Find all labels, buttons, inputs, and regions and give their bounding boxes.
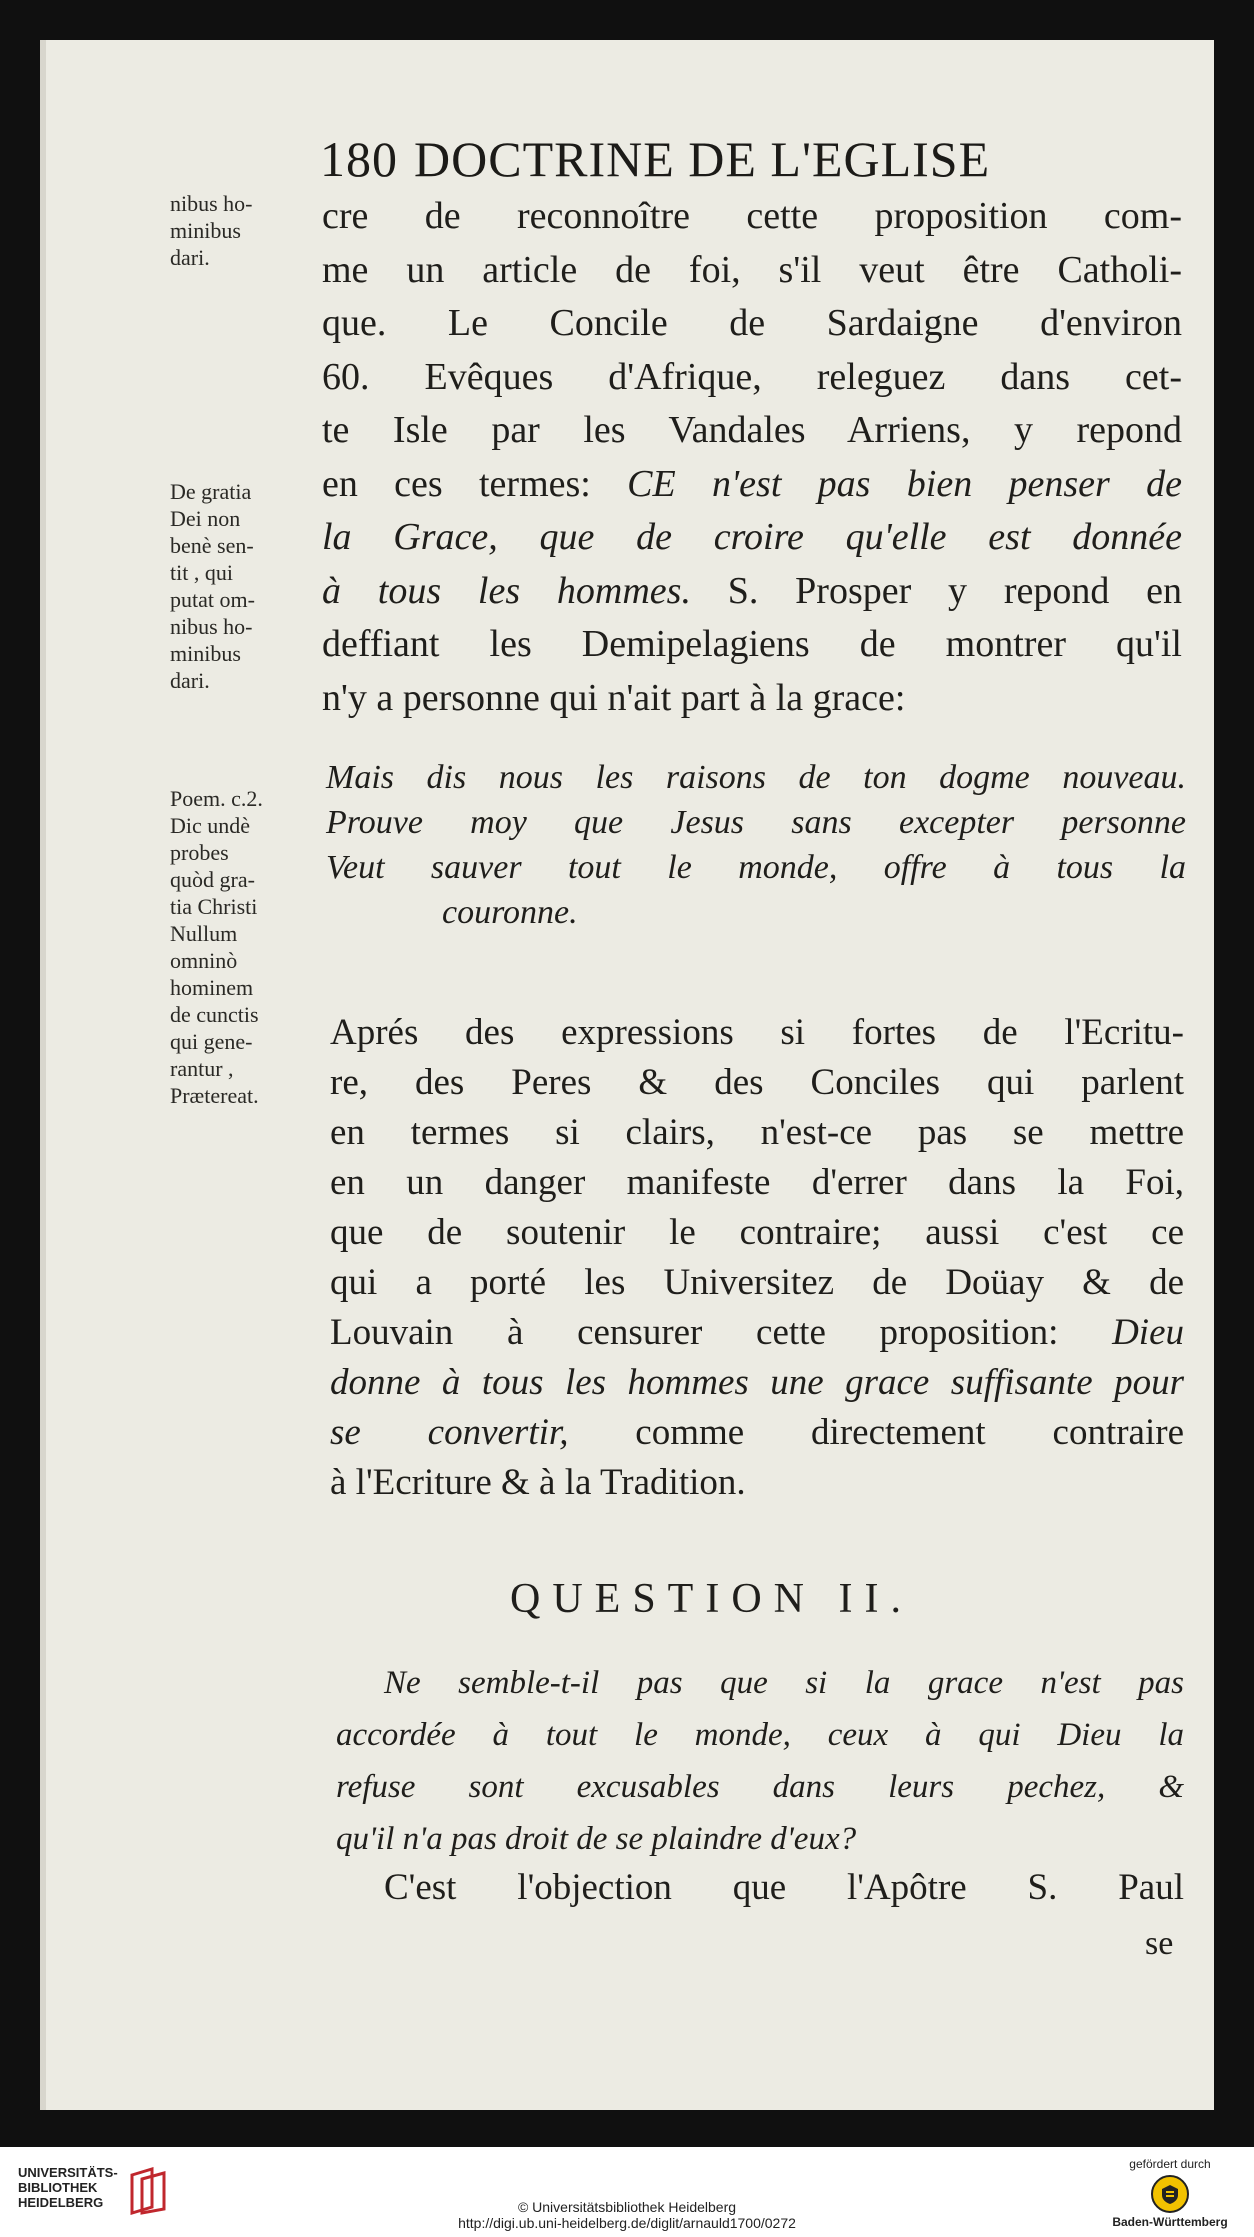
text-line: re, des Peres & des Conciles qui parlent	[330, 1062, 1184, 1103]
verse-quote	[326, 755, 1186, 935]
library-name-line: BIBLIOTHEK	[18, 2180, 98, 2195]
library-name-line: HEIDELBERG	[18, 2195, 104, 2210]
margin-line: qui gene-	[170, 1029, 253, 1054]
verse-line: Mais dis nous les raisons de ton dogme nouveau.	[326, 759, 1186, 796]
question-text	[336, 1657, 1184, 1865]
margin-line: De gratia	[170, 479, 252, 504]
verse-line: Prouve moy que Jesus sans excepter personne	[326, 804, 1186, 841]
body-paragraph-1	[322, 190, 1182, 725]
margin-note-2	[170, 478, 300, 694]
margin-line: nibus ho-	[170, 614, 253, 639]
text-line	[330, 1308, 1184, 1358]
text-line: Ne semble-t-il pas que si la grace n'est pas	[384, 1665, 1184, 1701]
margin-line: tit , qui	[170, 560, 233, 585]
text-run: Louvain à censurer cette proposition:	[330, 1312, 1113, 1353]
running-head	[320, 130, 1160, 188]
margin-note-1	[170, 190, 300, 271]
text-line: deffiant les Demipelagiens de montrer qu'il	[322, 623, 1182, 665]
margin-line: minibus	[170, 218, 241, 243]
verse-line: couronne.	[442, 894, 578, 931]
funder-name: Baden-Württemberg	[1112, 2215, 1228, 2229]
text-line	[330, 1408, 1184, 1458]
text-line: donne à tous les hommes une grace suffisante pour	[330, 1362, 1184, 1403]
text-line: accordée à tout le monde, ceux à qui Dieu la	[336, 1717, 1184, 1753]
margin-line: minibus	[170, 641, 241, 666]
copyright-text: © Universitätsbibliothek Heidelberg	[517, 2199, 737, 2215]
question-heading: QUESTION II.	[510, 1576, 913, 1622]
italic-quote: se convertir,	[330, 1412, 569, 1453]
text-line: à l'Ecriture & à la Tradition.	[330, 1462, 746, 1503]
funded-by-label: gefördert durch	[1129, 2157, 1211, 2171]
margin-line: Prætereat.	[170, 1083, 259, 1108]
margin-line: Nullum	[170, 921, 238, 946]
text-line: la Grace, que de croire qu'elle est donnée	[322, 516, 1182, 558]
margin-line: putat om-	[170, 587, 255, 612]
margin-note-3	[170, 785, 300, 1109]
margin-line: de cunctis	[170, 1002, 259, 1027]
italic-quote: à tous les hommes.	[322, 569, 691, 612]
viewer-footer	[0, 2147, 1254, 2237]
body-paragraph-3	[384, 1860, 1184, 1916]
margin-line: benè sen-	[170, 533, 254, 558]
text-line: n'y a personne qui n'ait part à la grace:	[322, 676, 906, 719]
margin-line: dari.	[170, 668, 210, 693]
margin-line: rantur ,	[170, 1056, 234, 1081]
text-line: en termes si clairs, n'est-ce pas se mettre	[330, 1112, 1184, 1153]
text-run: en ces termes:	[322, 462, 628, 505]
text-line: Aprés des expressions si fortes de l'Ecritu-	[330, 1012, 1184, 1053]
text-line: qui a porté les Universitez de Doüay & de	[330, 1262, 1184, 1303]
margin-line: dari.	[170, 245, 210, 270]
text-line: que. Le Concile de Sardaigne d'environ	[322, 302, 1182, 344]
margin-line: probes	[170, 840, 229, 865]
text-run: comme directement contraire	[568, 1412, 1184, 1453]
text-line	[322, 565, 1182, 619]
running-title: DOCTRINE DE L'EGLISE	[414, 131, 991, 187]
body-paragraph-2	[330, 1008, 1184, 1508]
margin-line: tia Christi	[170, 894, 258, 919]
scanned-page	[40, 40, 1214, 2110]
verse-line: Veut sauver tout le monde, offre à tous la	[326, 849, 1186, 886]
margin-line: Dei non	[170, 506, 241, 531]
text-line: 60. Evêques d'Afrique, releguez dans cet-	[322, 355, 1182, 398]
permalink[interactable]: http://digi.ub.uni-heidelberg.de/diglit/arnauld1700/0272	[458, 2215, 796, 2231]
state-seal-icon	[1151, 2175, 1189, 2213]
margin-line: nibus ho-	[170, 191, 253, 216]
text-line: te Isle par les Vandales Arriens, y repond	[322, 409, 1182, 451]
margin-line: hominem	[170, 975, 254, 1000]
library-name-line: UNIVERSITÄTS-	[18, 2165, 118, 2180]
text-line: qu'il n'a pas droit de se plaindre d'eux?	[336, 1821, 857, 1857]
page-gutter	[40, 40, 46, 2110]
page-number: 180	[320, 131, 398, 187]
funder-block	[1100, 2157, 1240, 2229]
italic-quote: CE n'est pas bien penser de	[627, 462, 1182, 505]
text-line: cre de reconnoître cette proposition com-	[322, 195, 1182, 237]
text-run: S. Prosper y repond en	[690, 569, 1182, 612]
margin-line: quòd gra-	[170, 867, 255, 892]
catchword: se	[1145, 1925, 1174, 1962]
text-line: en un danger manifeste d'errer dans la Foi,	[330, 1162, 1184, 1203]
text-line: C'est l'objection que l'Apôtre S. Paul	[384, 1867, 1184, 1908]
text-line	[322, 458, 1182, 512]
margin-line: omninò	[170, 948, 238, 973]
text-line: que de soutenir le contraire; aussi c'est ce	[330, 1212, 1184, 1253]
text-line: me un article de foi, s'il veut être Catholi-	[322, 248, 1182, 291]
margin-line: Poem. c.2.	[170, 786, 263, 811]
italic-quote: Dieu	[1112, 1312, 1184, 1353]
margin-line: Dic undè	[170, 813, 251, 838]
text-line: refuse sont excusables dans leurs pechez, &	[336, 1769, 1184, 1805]
